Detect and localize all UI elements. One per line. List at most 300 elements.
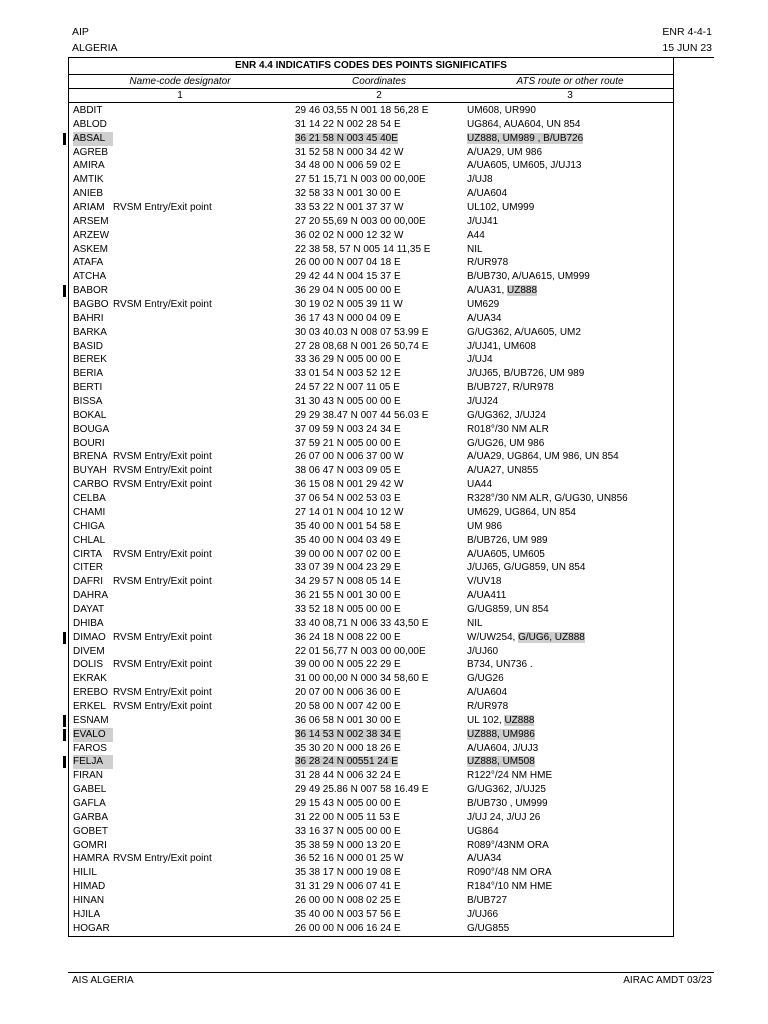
coordinates-value: 36 06 58 N 001 30 00 E — [295, 714, 401, 726]
name-code-cell — [69, 146, 291, 160]
point-code: DAFRI — [73, 576, 103, 588]
table-row — [69, 589, 673, 603]
route-value: G/UG26 — [467, 673, 504, 685]
coordinates-cell — [291, 783, 467, 797]
point-code: ERKEL — [73, 700, 106, 712]
coordinates-value: 33 16 37 N 005 00 00 E — [295, 825, 401, 837]
point-code: BRENA — [73, 451, 108, 463]
table-row — [69, 575, 673, 589]
route-value: J/UJ 24, J/UJ 26 — [467, 811, 541, 823]
table-row — [69, 450, 673, 464]
name-code-cell — [69, 631, 291, 645]
coordinates-cell — [291, 450, 467, 464]
coordinates-value: 33 52 18 N 005 00 00 E — [295, 603, 401, 615]
coordinates-cell — [291, 340, 467, 354]
point-code: GOMRI — [73, 839, 107, 851]
table-row — [69, 423, 673, 437]
table-row — [69, 631, 673, 645]
table-row — [69, 132, 673, 146]
point-note: RVSM Entry/Exit point — [113, 659, 212, 671]
route-cell — [467, 187, 673, 201]
table-row — [69, 797, 673, 811]
name-code-cell — [69, 187, 291, 201]
table-row — [69, 284, 673, 298]
point-code: DOLIS — [73, 659, 104, 671]
coordinates-cell — [291, 409, 467, 423]
table-row — [69, 506, 673, 520]
point-code: ATAFA — [73, 257, 104, 269]
effective-date: 15 JUN 23 — [662, 42, 712, 54]
point-code: EKRAK — [73, 673, 107, 685]
coordinates-cell — [291, 645, 467, 659]
point-note: RVSM Entry/Exit point — [113, 548, 212, 560]
coordinates-cell — [291, 298, 467, 312]
route-value: G/UG362, A/UA605, UM2 — [467, 326, 581, 338]
name-code-cell — [69, 589, 291, 603]
name-code-cell — [69, 728, 291, 742]
route-value: A/UA605, UM605 — [467, 548, 545, 560]
route-cell — [467, 256, 673, 270]
route-cell — [467, 478, 673, 492]
point-code: CHAMI — [73, 506, 106, 518]
coordinates-cell — [291, 603, 467, 617]
coordinates-value: 35 38 17 N 000 19 08 E — [295, 867, 401, 879]
name-code-cell — [69, 839, 291, 853]
point-code: BISSA — [73, 396, 103, 408]
route-cell — [467, 367, 673, 381]
coordinates-value: 37 59 21 N 005 00 00 E — [295, 437, 401, 449]
coordinates-value: 34 29 57 N 008 05 14 E — [295, 576, 401, 588]
table-row — [69, 894, 673, 908]
route-value: A/UA27, UN855 — [467, 465, 539, 477]
coordinates-value: 32 58 33 N 001 30 00 E — [295, 188, 401, 200]
route-value: G/UG26, UM 986 — [467, 437, 545, 449]
route-cell — [467, 880, 673, 894]
route-value-highlighted: G/UG6, UZ888 — [518, 631, 585, 643]
coordinates-value: 31 22 00 N 005 11 53 E — [295, 811, 400, 823]
name-code-cell — [69, 243, 291, 257]
table-row — [69, 353, 673, 367]
footer-divider — [68, 972, 714, 973]
coordinates-value: 26 00 00 N 008 02 25 E — [295, 894, 401, 906]
coordinates-cell — [291, 589, 467, 603]
route-value: A/UA604, J/UJ3 — [467, 742, 539, 754]
coordinates-value: 36 15 08 N 001 29 42 W — [295, 479, 404, 491]
table-row — [69, 437, 673, 451]
point-note: RVSM Entry/Exit point — [113, 631, 212, 643]
route-value: A/UA605, UM605, J/UJ13 — [467, 160, 582, 172]
point-code: BAGBO — [73, 299, 109, 311]
name-code-cell — [69, 201, 291, 215]
coordinates-cell — [291, 866, 467, 880]
table-row — [69, 880, 673, 894]
coordinates-value: 26 00 00 N 006 16 24 E — [295, 922, 401, 934]
coordinates-value: 22 01 56,77 N 003 00 00,00E — [295, 645, 426, 657]
table-row — [69, 811, 673, 825]
name-code-cell — [69, 603, 291, 617]
column-header-route: ATS route or other route — [516, 76, 624, 87]
header-left — [72, 24, 118, 56]
column-header-coordinates: Coordinates — [352, 76, 406, 87]
coordinates-value: 35 40 00 N 004 03 49 E — [295, 534, 401, 546]
significant-points-table — [68, 57, 674, 937]
table-row — [69, 728, 673, 742]
route-value: A44 — [467, 229, 485, 241]
route-cell — [467, 617, 673, 631]
point-code: HIMAD — [73, 881, 106, 893]
route-value: B/UB727 — [467, 894, 508, 906]
point-code: CARBO — [73, 479, 109, 491]
table-header-row — [69, 75, 673, 89]
route-value: B/UB727, R/UR978 — [467, 382, 554, 394]
point-code: CELBA — [73, 493, 106, 505]
coordinates-cell — [291, 908, 467, 922]
coordinates-cell — [291, 159, 467, 173]
coordinates-value: 22 38 58, 57 N 005 14 11,35 E — [295, 243, 431, 255]
coordinates-value: 29 49 25.86 N 007 58 16.49 E — [295, 784, 429, 796]
point-note: RVSM Entry/Exit point — [113, 687, 212, 699]
point-code: EVALO — [73, 728, 113, 742]
coordinates-cell — [291, 173, 467, 187]
route-value: G/UG859, UN 854 — [467, 603, 549, 615]
table-row — [69, 173, 673, 187]
coordinates-value: 30 03 40.03 N 008 07 53.99 E — [295, 326, 429, 338]
coordinates-cell — [291, 700, 467, 714]
coordinates-value: 29 42 44 N 004 15 37 E — [295, 271, 401, 283]
point-code: CIRTA — [73, 548, 103, 560]
coordinates-value: 24 57 22 N 007 11 05 E — [295, 382, 400, 394]
table-row — [69, 672, 673, 686]
name-code-cell — [69, 353, 291, 367]
table-row — [69, 229, 673, 243]
route-value: B734, UN736 . — [467, 659, 533, 671]
point-note: RVSM Entry/Exit point — [113, 479, 212, 491]
route-value: R018°/30 NM ALR — [467, 423, 549, 435]
table-row — [69, 534, 673, 548]
point-code: DAYAT — [73, 603, 105, 615]
point-code: AMIRA — [73, 160, 105, 172]
table-row — [69, 187, 673, 201]
coordinates-value: 36 14 53 N 002 38 34 E — [295, 728, 401, 740]
route-value: B/UB730, A/UA615, UM999 — [467, 271, 590, 283]
route-cell — [467, 534, 673, 548]
route-cell — [467, 243, 673, 257]
route-value: A/UA604 — [467, 188, 508, 200]
column-number-3: 3 — [567, 90, 573, 101]
route-cell — [467, 728, 673, 742]
header-right — [662, 24, 712, 56]
name-code-cell — [69, 326, 291, 340]
route-cell — [467, 118, 673, 132]
route-cell — [467, 769, 673, 783]
route-value: R184°/10 NM HME — [467, 881, 553, 893]
page-reference: ENR 4-4-1 — [662, 26, 712, 38]
route-value: UM629, UG864, UN 854 — [467, 506, 576, 518]
route-cell — [467, 742, 673, 756]
coordinates-cell — [291, 437, 467, 451]
route-cell — [467, 603, 673, 617]
table-row — [69, 118, 673, 132]
table-row — [69, 478, 673, 492]
table-row — [69, 201, 673, 215]
coordinates-cell — [291, 658, 467, 672]
route-cell — [467, 866, 673, 880]
table-row — [69, 839, 673, 853]
name-code-cell — [69, 215, 291, 229]
coordinates-value: 31 14 22 N 002 28 54 E — [295, 118, 401, 130]
column-number-1: 1 — [177, 90, 183, 101]
coordinates-value: 33 01 54 N 003 52 12 E — [295, 368, 401, 380]
point-code: GAFLA — [73, 797, 106, 809]
coordinates-value: 37 09 59 N 003 24 34 E — [295, 423, 401, 435]
publication-label: AIP — [72, 26, 89, 38]
table-row — [69, 298, 673, 312]
name-code-cell — [69, 852, 291, 866]
name-code-cell — [69, 173, 291, 187]
coordinates-cell — [291, 312, 467, 326]
point-code: ARZEW — [73, 229, 110, 241]
coordinates-cell — [291, 104, 467, 118]
route-value: J/UJ24 — [467, 396, 499, 408]
column-number-row — [69, 89, 673, 103]
footer-right: AIRAC AMDT 03/23 — [623, 975, 712, 986]
table-row — [69, 312, 673, 326]
column-header-name-code: Name-code designator — [129, 76, 231, 87]
coordinates-value: 36 28 24 N 00551 24 E — [295, 756, 398, 768]
point-code: BERIA — [73, 368, 104, 380]
point-code: BASID — [73, 340, 104, 352]
coordinates-cell — [291, 381, 467, 395]
route-cell — [467, 201, 673, 215]
route-cell — [467, 132, 673, 146]
route-cell — [467, 229, 673, 243]
coordinates-cell — [291, 575, 467, 589]
point-code: ATCHA — [73, 271, 107, 283]
name-code-cell — [69, 298, 291, 312]
name-code-cell — [69, 464, 291, 478]
route-value: B/UB730 , UM999 — [467, 797, 548, 809]
point-code: HJILA — [73, 908, 101, 920]
coordinates-value: 27 14 01 N 004 10 12 W — [295, 506, 404, 518]
route-value: UM629 — [467, 299, 500, 311]
name-code-cell — [69, 672, 291, 686]
coordinates-cell — [291, 492, 467, 506]
coordinates-value: 36 21 55 N 001 30 00 E — [295, 590, 401, 602]
name-code-cell — [69, 229, 291, 243]
route-value: G/UG855 — [467, 922, 510, 934]
route-cell — [467, 340, 673, 354]
coordinates-value: 36 17 43 N 000 04 09 E — [295, 312, 401, 324]
route-value: R/UR978 — [467, 257, 509, 269]
coordinates-cell — [291, 118, 467, 132]
name-code-cell — [69, 548, 291, 562]
coordinates-cell — [291, 367, 467, 381]
point-code: DIMAO — [73, 631, 106, 643]
coordinates-cell — [291, 506, 467, 520]
route-cell — [467, 811, 673, 825]
coordinates-value: 36 29 04 N 005 00 00 E — [295, 285, 401, 297]
name-code-cell — [69, 312, 291, 326]
point-note: RVSM Entry/Exit point — [113, 576, 212, 588]
point-code: FELJA — [73, 755, 113, 769]
table-row — [69, 645, 673, 659]
name-code-cell — [69, 409, 291, 423]
route-value: J/UJ65, G/UG859, UN 854 — [467, 562, 586, 574]
route-value: J/UJ8 — [467, 174, 493, 186]
route-value: J/UJ66 — [467, 908, 499, 920]
route-cell — [467, 700, 673, 714]
coordinates-cell — [291, 797, 467, 811]
point-code: EREBO — [73, 687, 109, 699]
route-cell — [467, 714, 673, 728]
route-cell — [467, 146, 673, 160]
coordinates-value: 33 36 29 N 005 00 00 E — [295, 354, 401, 366]
coordinates-cell — [291, 270, 467, 284]
table-row — [69, 146, 673, 160]
coordinates-cell — [291, 284, 467, 298]
name-code-cell — [69, 922, 291, 936]
table-row — [69, 381, 673, 395]
coordinates-cell — [291, 894, 467, 908]
name-code-cell — [69, 381, 291, 395]
name-code-cell — [69, 367, 291, 381]
coordinates-cell — [291, 922, 467, 936]
name-code-cell — [69, 783, 291, 797]
point-code: CHIGA — [73, 520, 105, 532]
table-row — [69, 340, 673, 354]
name-code-cell — [69, 617, 291, 631]
route-cell — [467, 839, 673, 853]
point-code: HINAN — [73, 894, 105, 906]
route-cell — [467, 686, 673, 700]
coordinates-cell — [291, 243, 467, 257]
route-cell — [467, 104, 673, 118]
table-row — [69, 548, 673, 562]
coordinates-cell — [291, 326, 467, 340]
change-bar — [63, 632, 66, 644]
name-code-cell — [69, 908, 291, 922]
coordinates-cell — [291, 769, 467, 783]
route-value: A/UA34 — [467, 853, 502, 865]
change-bar — [63, 756, 66, 768]
table-row — [69, 520, 673, 534]
route-cell — [467, 173, 673, 187]
point-code: ABDIT — [73, 105, 103, 116]
coordinates-value: 36 52 16 N 000 01 25 W — [295, 853, 404, 865]
name-code-cell — [69, 104, 291, 118]
name-code-cell — [69, 395, 291, 409]
point-code: BEREK — [73, 354, 107, 366]
route-cell — [467, 270, 673, 284]
coordinates-value: 31 31 29 N 006 07 41 E — [295, 881, 401, 893]
route-cell — [467, 589, 673, 603]
coordinates-value: 29 29 38.47 N 007 44 56.03 E — [295, 409, 429, 421]
point-code: ASKEM — [73, 243, 109, 255]
table-row — [69, 742, 673, 756]
name-code-cell — [69, 880, 291, 894]
table-row — [69, 714, 673, 728]
name-code-cell — [69, 118, 291, 132]
route-value: J/UJ41, UM608 — [467, 340, 536, 352]
name-code-cell — [69, 340, 291, 354]
route-value: UA44 — [467, 479, 493, 491]
coordinates-value: 31 28 44 N 006 32 24 E — [295, 770, 401, 782]
point-code: FAROS — [73, 742, 107, 754]
point-code: ABLOD — [73, 118, 107, 130]
point-note: RVSM Entry/Exit point — [113, 451, 212, 463]
table-bottom-border — [69, 936, 673, 937]
point-code: BAHRI — [73, 312, 104, 324]
table-row — [69, 395, 673, 409]
route-cell — [467, 464, 673, 478]
name-code-cell — [69, 506, 291, 520]
table-row — [69, 755, 673, 769]
coordinates-value: 35 40 00 N 001 54 58 E — [295, 520, 401, 532]
route-cell — [467, 409, 673, 423]
point-code: BOUGA — [73, 423, 110, 435]
table-row — [69, 243, 673, 257]
coordinates-value: 27 28 08,68 N 001 26 50,74 E — [295, 340, 429, 352]
route-value: NIL — [467, 243, 483, 255]
point-note: RVSM Entry/Exit point — [113, 465, 212, 477]
route-value-highlighted: UZ888, UM989 , B/UB726 — [467, 132, 584, 144]
coordinates-value: 35 38 59 N 000 13 20 E — [295, 839, 401, 851]
name-code-cell — [69, 714, 291, 728]
name-code-cell — [69, 575, 291, 589]
table-row — [69, 104, 673, 118]
coordinates-cell — [291, 132, 467, 146]
table-row — [69, 866, 673, 880]
coordinates-value: 30 19 02 N 005 39 11 W — [295, 299, 403, 311]
coordinates-value: 39 00 00 N 007 02 00 E — [295, 548, 401, 560]
route-value: UM 986 — [467, 520, 503, 532]
footer-left: AIS ALGERIA — [72, 975, 134, 986]
table-row — [69, 326, 673, 340]
name-code-cell — [69, 423, 291, 437]
route-cell — [467, 506, 673, 520]
name-code-cell — [69, 561, 291, 575]
route-value: UM608, UR990 — [467, 105, 536, 116]
table-title: ENR 4.4 INDICATIFS CODES DES POINTS SIGNIFICATIFS — [69, 57, 673, 75]
route-value: A/UA604 — [467, 687, 508, 699]
coordinates-cell — [291, 686, 467, 700]
coordinates-cell — [291, 839, 467, 853]
route-cell — [467, 395, 673, 409]
coordinates-value: 35 30 20 N 000 18 26 E — [295, 742, 401, 754]
route-cell — [467, 922, 673, 936]
route-cell — [467, 312, 673, 326]
route-value: G/UG362, J/UJ24 — [467, 409, 546, 421]
coordinates-value: 36 24 18 N 008 22 00 E — [295, 631, 401, 643]
route-cell — [467, 450, 673, 464]
point-code: ESNAM — [73, 714, 109, 726]
name-code-cell — [69, 755, 291, 769]
coordinates-cell — [291, 215, 467, 229]
change-bar — [63, 729, 66, 741]
point-code: DAHRA — [73, 590, 109, 602]
table-row — [69, 825, 673, 839]
coordinates-cell — [291, 548, 467, 562]
coordinates-value: 27 51 15,71 N 003 00 00,00E — [295, 174, 426, 186]
name-code-cell — [69, 450, 291, 464]
route-cell — [467, 894, 673, 908]
point-code: BOKAL — [73, 409, 107, 421]
coordinates-value: 27 20 55,69 N 003 00 00,00E — [295, 215, 426, 227]
change-bar — [63, 285, 66, 297]
coordinates-value: 35 40 00 N 003 57 56 E — [295, 908, 401, 920]
table-row — [69, 270, 673, 284]
coordinates-cell — [291, 852, 467, 866]
